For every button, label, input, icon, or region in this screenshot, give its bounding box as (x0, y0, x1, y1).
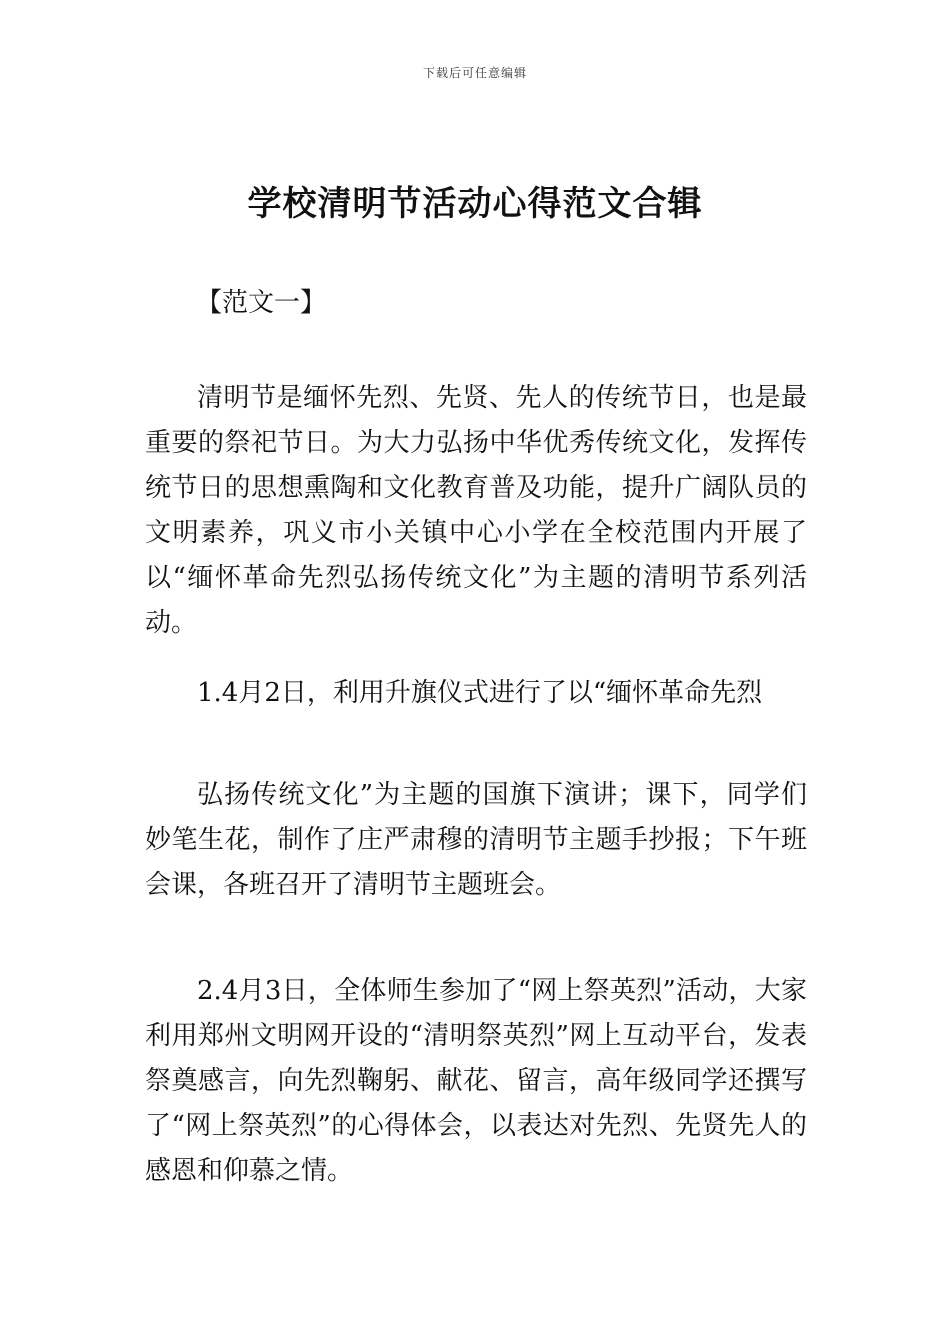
paragraph-item-1-heading: 1.4月2日，利用升旗仪式进行了以“缅怀革命先烈 (197, 678, 763, 708)
paragraph-intro: 清明节是缅怀先烈、先贤、先人的传统节日，也是最重要的祭祀节日。为大力弘扬中华优秀传统文化，发挥传统节日的思想熏陶和文化教育普及功能，提升广阔队员的文明素养，巩义市小关镇中心小学在全校范围内开展了以“缅怀革命先烈弘扬传统文化”为主题的清明节系列活动。 (145, 383, 807, 638)
document-title: 学校清明节活动心得范文合辑 (247, 184, 703, 224)
section-label: 【范文一】 (196, 288, 327, 318)
paragraph-item-1-body: 弘扬传统文化”为主题的国旗下演讲；课下，同学们妙笔生花，制作了庄严肃穆的清明节主题手抄报；下午班会课，各班召开了清明节主题班会。 (145, 780, 807, 900)
paragraph-item-2: 2.4月3日，全体师生参加了“网上祭英烈”活动，大家利用郑州文明网开设的“清明祭英烈”网上互动平台，发表祭奠感言，向先烈鞠躬、献花、留言，高年级同学还撰写了“网上祭英烈”的心得体会，以表达对先烈、先贤先人的感恩和仰慕之情。 (145, 976, 807, 1186)
header-note: 下载后可任意编辑 (422, 66, 527, 80)
